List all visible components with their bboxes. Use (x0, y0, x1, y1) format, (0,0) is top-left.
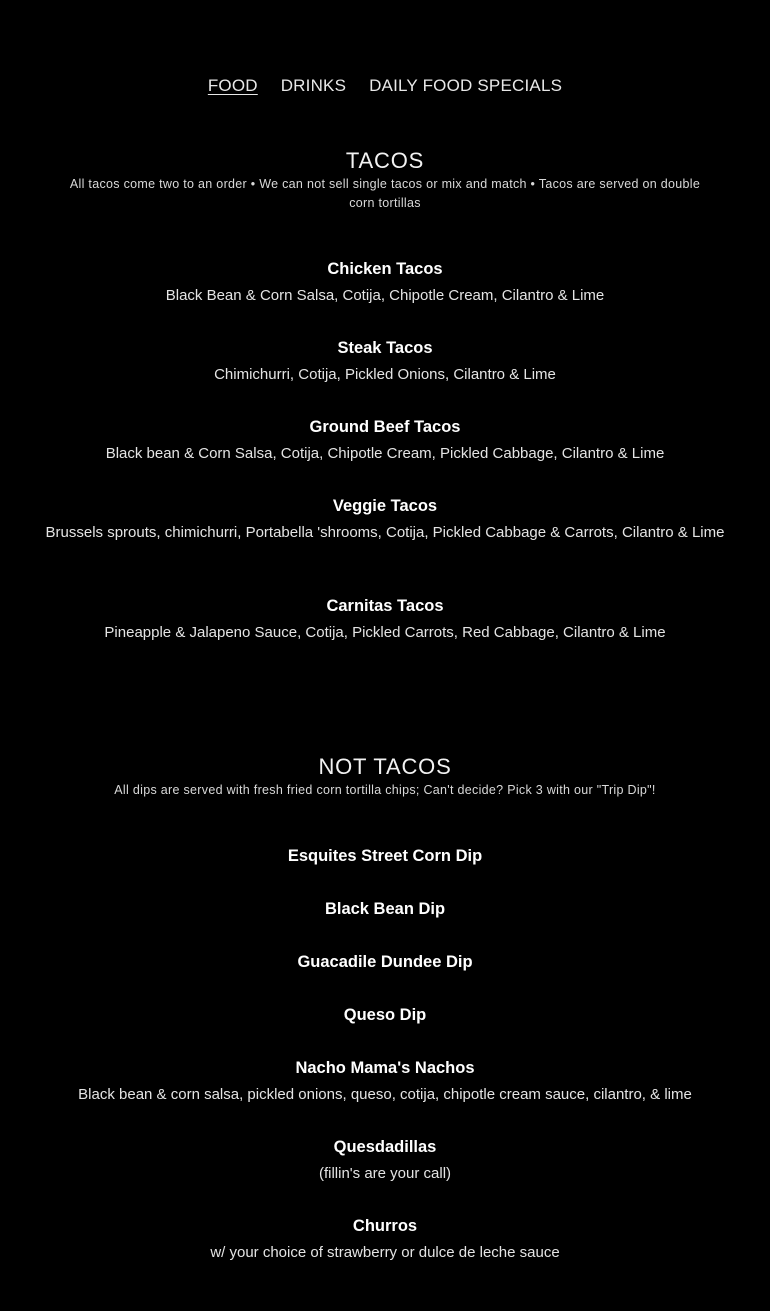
not-tacos-section-header (0, 753, 770, 800)
menu-item-name: Queso Dip (343, 1006, 427, 1024)
section-description-tacos: All tacos come two to an order • We can not sell single tacos or mix and match • Tacos are served on double corn tortillas (69, 177, 701, 210)
menu-nav (0, 76, 770, 96)
menu-item-esquites-street-corn-dip (0, 846, 770, 866)
menu-item-ground-beef-tacos (0, 417, 770, 464)
tacos-section-header (0, 147, 770, 213)
menu-item-description: Black bean & corn salsa, pickled onions, queso, cotija, chipotle cream sauce, cilantro, & lime (78, 1086, 692, 1103)
menu-item-carnitas-tacos (0, 596, 770, 643)
menu-item-name: Quesdadillas (333, 1138, 437, 1156)
menu-item-name: Guacadile Dundee Dip (297, 953, 473, 971)
menu-item-name: Chicken Tacos (327, 260, 443, 278)
section-description-not-tacos: All dips are served with fresh fried corn tortilla chips; Can't decide? Pick 3 with our "Trip Dip"! (114, 783, 656, 797)
nav-food-link[interactable]: FOOD (207, 76, 258, 95)
menu-item-description: w/ your choice of strawberry or dulce de leche sauce (210, 1244, 560, 1261)
menu-item-description: Chimichurri, Cotija, Pickled Onions, Cilantro & Lime (214, 366, 556, 383)
menu-item-name: Black Bean Dip (324, 900, 446, 918)
menu-item-description: Black bean & Corn Salsa, Cotija, Chipotle Cream, Pickled Cabbage, Cilantro & Lime (105, 445, 665, 462)
menu-item-name: Carnitas Tacos (326, 597, 444, 615)
menu-item-quesdadillas (0, 1137, 770, 1184)
menu-item-name: Nacho Mama's Nachos (295, 1059, 475, 1077)
menu-item-name: Ground Beef Tacos (309, 418, 461, 436)
menu-item-churros (0, 1216, 770, 1263)
menu-item-veggie-tacos (0, 496, 770, 543)
menu-item-guacadile-dundee-dip (0, 952, 770, 972)
section-title-tacos: TACOS (345, 148, 425, 173)
section-title-not-tacos: NOT TACOS (318, 754, 452, 779)
menu-item-description: Pineapple & Jalapeno Sauce, Cotija, Pickled Carrots, Red Cabbage, Cilantro & Lime (104, 624, 666, 641)
menu-item-black-bean-dip (0, 899, 770, 919)
menu-item-nacho-mamas-nachos (0, 1058, 770, 1105)
menu-item-chicken-tacos (0, 259, 770, 306)
menu-item-steak-tacos (0, 338, 770, 385)
menu-item-description: (fillin's are your call) (318, 1165, 452, 1182)
menu-item-description: Brussels sprouts, chimichurri, Portabella 'shrooms, Cotija, Pickled Cabbage & Carrots, Cilantro & Lime (45, 524, 725, 541)
menu-item-description: Black Bean & Corn Salsa, Cotija, Chipotle Cream, Cilantro & Lime (165, 287, 605, 304)
menu-item-name: Churros (352, 1217, 418, 1235)
menu-item-name: Veggie Tacos (332, 497, 438, 515)
nav-drinks-link[interactable]: DRINKS (280, 76, 347, 95)
menu-item-name: Steak Tacos (337, 339, 433, 357)
menu-item-queso-dip (0, 1005, 770, 1025)
nav-daily-food-specials-link[interactable]: DAILY FOOD SPECIALS (369, 76, 563, 95)
menu-item-name: Esquites Street Corn Dip (287, 847, 483, 865)
